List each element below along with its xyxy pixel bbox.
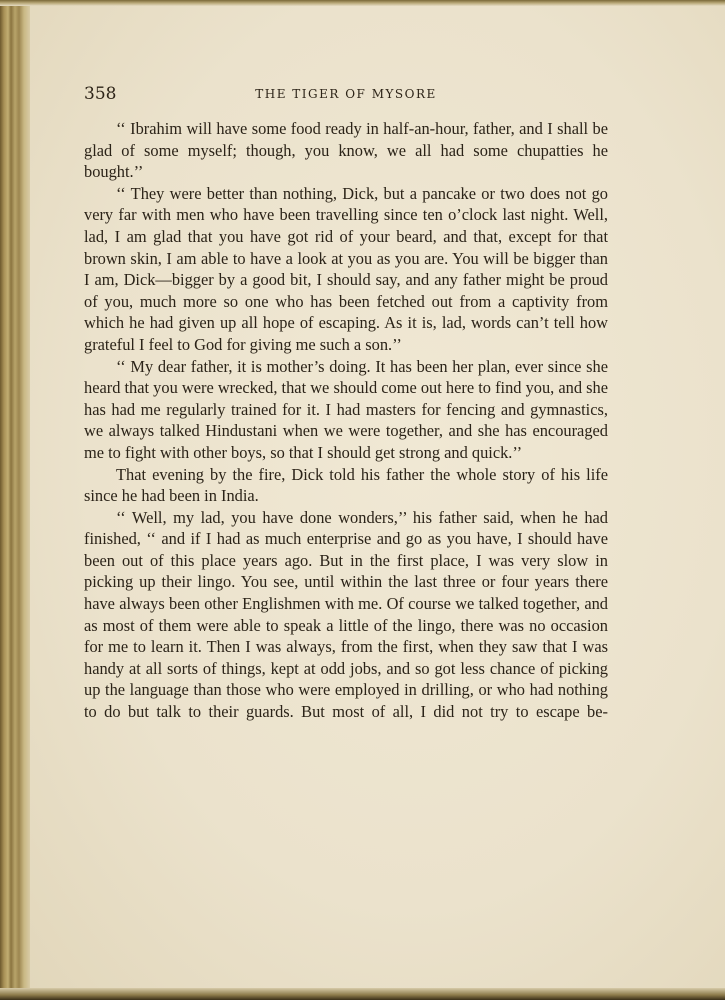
page-header [84,84,608,108]
paragraph: That evening by the fire, Dick told his father the whole story of his life since he had been in India. [84,464,608,506]
page-top-edge [0,0,725,6]
paragraph: ‘‘ Well, my lad, you have done wonders,’’ his father said, when he had finished, ‘‘ and if I had as much enterprise and go as you have, I should have been out of this place years ago. But in the first place, I was very slow in picking up their lingo. You see, until within the last three or four years there have always been other Englishmen with me. Of course we talked together, and as most of them were able to speak a little of the lingo, there was no occasion for me to learn it. Then I was always, from the first, when they saw that I was handy at all sorts of things, kept at odd jobs, and so got less chance of picking up the language than those who were employed in drilling, or who had nothing to do but talk to their guards. But most of all, I did not try to escape be- [84,507,608,722]
page-bottom-edge [0,988,725,1000]
body-text [84,118,608,723]
paragraph: ‘‘ Ibrahim will have some food ready in half-an-hour, father, and I shall be glad of some myself; though, you know, we all had some chupatties he bought.’’ [84,119,608,182]
paragraph: ‘‘ They were better than nothing, Dick, but a pancake or two does not go very far with men who have been travelling since ten o’clock last night. Well, lad, I am glad that you have got rid of your beard, and that, except for that brown skin, I am able to have a look at you as you are. You will be bigger than I am, Dick—bigger by a good bit, I should say, and any father might be proud of you, much more so one who has been fetched out from a captivity from which he had given up all hope of escaping. As it is, lad, words can’t tell how grateful I feel to God for giving me such a son.’’ [84,183,608,354]
paragraph: ‘‘ My dear father, it is mother’s doing. It has been her plan, ever since she heard that you were wrecked, that we should come out here to find you, and she has had me regularly trained for it. I had masters for fencing and gymnastics, we always talked Hindustani when we were together, and she has encouraged me to fight with other boys, so that I should get strong and quick.’’ [84,356,608,462]
page-number: 358 [84,84,117,104]
book-spine-gutter [0,0,30,1000]
running-head: THE TIGER OF MYSORE [255,87,437,101]
